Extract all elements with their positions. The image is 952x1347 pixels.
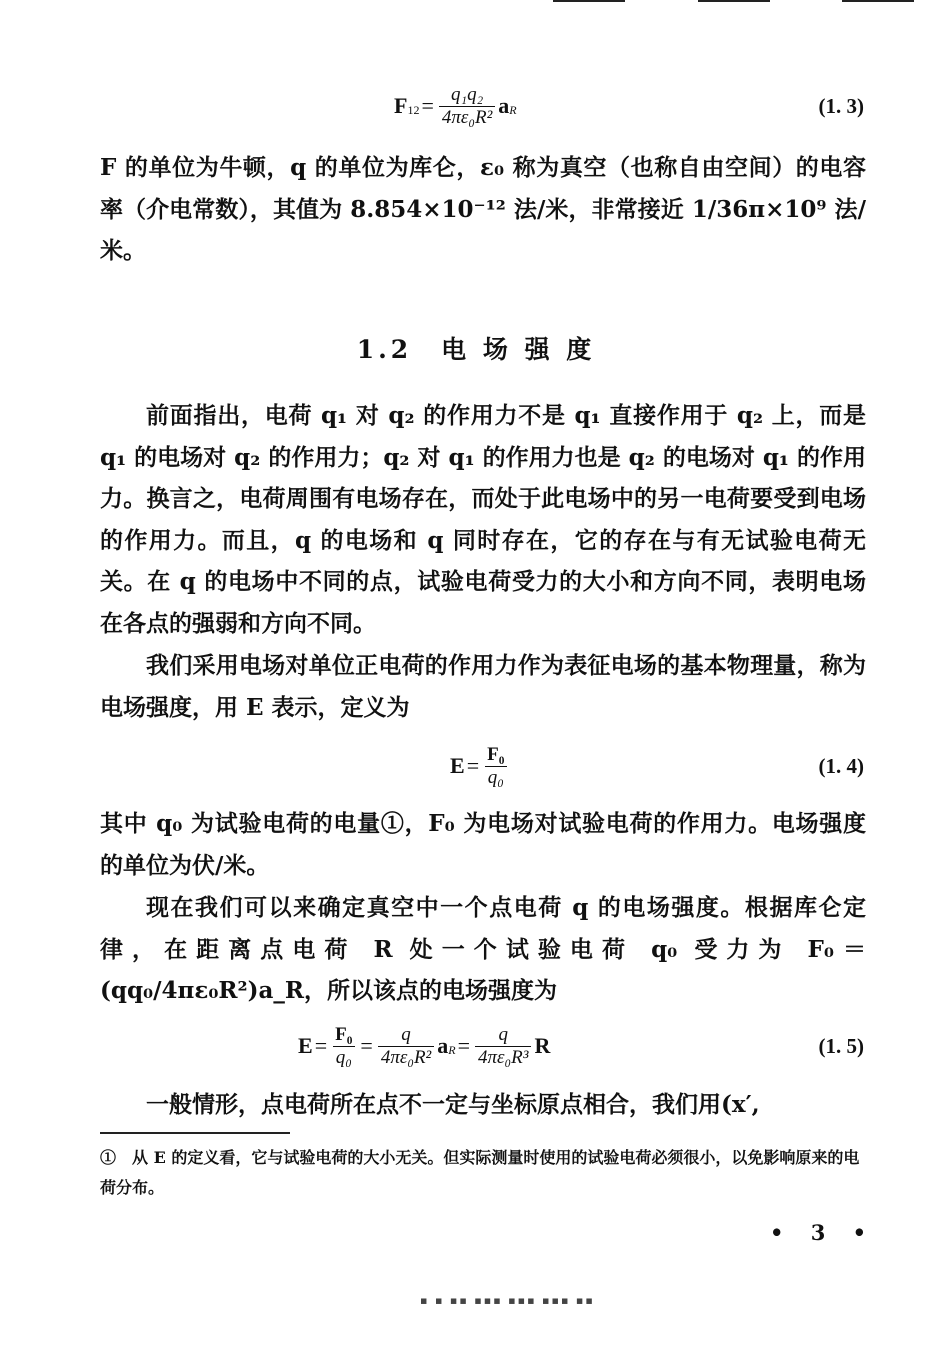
eq13-lhs: F [394,93,408,118]
paragraph-field-concept: 前面指出，电荷 q₁ 对 q₂ 的作用力不是 q₁ 直接作用于 q₂ 上，而是 q₁ 的电场对 q₂ 的作用力；q₂ 对 q₁ 的作用力也是 q₂ 的电场对 q₁ 的作用力。换言之，电荷周围有电场存在，而处于此电场中的另一电荷要受到电场的作用力。而且，q 的电场和 q 同时存在，它的存在与有无试验电荷无关。在 q 的电场中不同的点，试验电荷受力的大小和方向不同，表明电场在各点的强弱和方向不同。 [100,402,867,637]
eq15-fraction-2 [378,1024,434,1069]
eq15-f1-denominator: q₀ [333,1046,355,1069]
eq13-equals: = [421,93,434,118]
eq15-equals-2: = [360,1033,373,1058]
eq15-fraction-1 [332,1024,355,1069]
eq15-equals-1: = [314,1033,328,1058]
eq13-lhs-sub: 12 [407,102,420,117]
section-heading: 1.2 电 场 强 度 [356,335,596,364]
eq15-label: (1. 5) [818,1034,864,1058]
eq14-lhs: E [450,753,465,778]
eq14-fraction [484,744,507,789]
page-number: • 3 • [770,1220,877,1245]
eq14-numerator: F₀ [487,743,505,765]
equation-1-3 [0,76,952,136]
scan-artifact: ▪ ▪ ▪▪ ▪▪▪ ▪▪▪ ▪▪▪ ▪▪ [420,1294,595,1307]
eq13-unit-vector: a [498,93,510,118]
eq13-denominator: 4πε₀R² [439,106,495,129]
eq15-f3-denominator: 4πε₀R³ [475,1046,531,1069]
eq15-f3-numerator: q [498,1023,508,1045]
eq15-lhs: E [298,1033,313,1058]
eq14-equals: = [466,753,480,778]
eq15-vector-r: R [534,1033,551,1058]
eq15-unit-vector: a [437,1033,449,1058]
equation-1-5 [0,1016,952,1076]
equation-1-4 [0,736,952,796]
paragraph-test-charge: 其中 q₀ 为试验电荷的电量①，F₀ 为电场对试验电荷的作用力。电场强度的单位为伏/米。 [100,810,866,879]
eq14-label: (1. 4) [818,754,864,778]
eq15-f2-denominator: 4πε₀R² [378,1046,434,1069]
eq14-denominator: q₀ [485,766,507,789]
eq15-fraction-3 [475,1024,531,1069]
paragraph-units: F 的单位为牛顿，q 的单位为库仑，ε₀ 称为真空（也称自由空间）的电容率（介电常数），其值为 8.854×10⁻¹² 法/米，非常接近 1/36π×10⁹ 法/米。 [100,154,866,264]
eq15-unit-vector-sub: R [448,1042,456,1057]
footnote-rule [100,1132,290,1134]
header-rule-2 [698,0,770,2]
eq13-unit-vector-sub: R [509,102,517,117]
eq15-f2-numerator: q [401,1023,411,1045]
paragraph-point-charge: 现在我们可以来确定真空中一个点电荷 q 的电场强度。根据库仑定律，在距离点电荷 R 处一个试验电荷 q₀ 受力为 F₀＝(qq₀/4πε₀R²)a_R，所以该点的电场强度为 [100,894,866,1004]
eq13-numerator: q₁q₂ [450,83,484,105]
footnote: ① 从 E 的定义看，它与试验电荷的大小无关。但实际测量时使用的试验电荷必须很小，以免影响原来的电荷分布。 [100,1148,860,1197]
eq15-equals-3: = [457,1033,471,1058]
eq15-f1-numerator: F₀ [335,1023,353,1045]
eq13-fraction [439,84,495,129]
paragraph-definition-intro: 我们采用电场对单位正电荷的作用力作为表征电场的基本物理量，称为电场强度，用 E 表示，定义为 [100,652,866,721]
paragraph-general-case: 一般情形，点电荷所在点不一定与坐标原点相合，我们用(x′, [146,1091,760,1118]
header-rule-3 [842,0,914,2]
header-rule-1 [553,0,625,2]
eq13-label: (1. 3) [818,94,864,118]
